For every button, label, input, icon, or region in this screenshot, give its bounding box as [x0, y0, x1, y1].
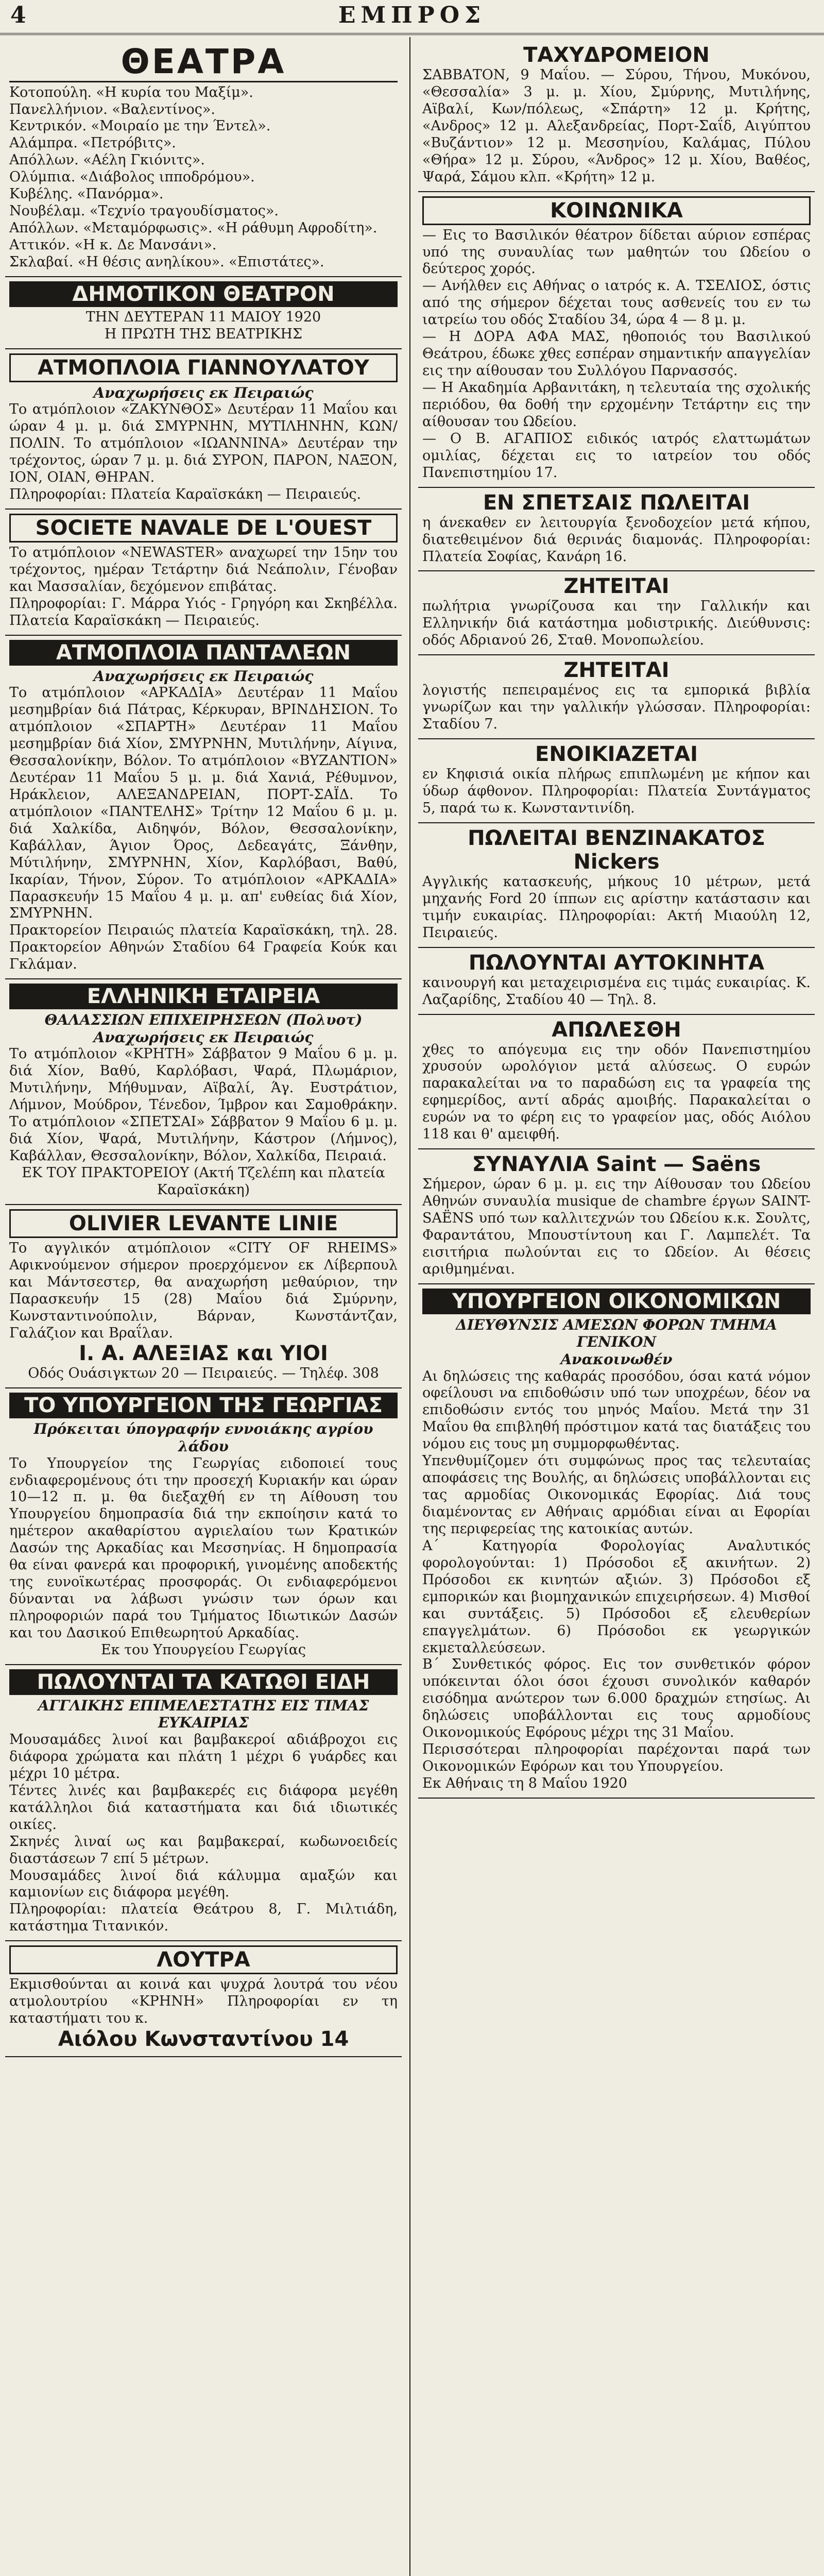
municipal-theatre-ad [5, 277, 402, 349]
theatre-line: Πανελλήνιον. «Βαλεντίνος». [9, 101, 215, 117]
theatre-line: Κεντρικόν. «Μοιραίο με την Έντελ». [9, 118, 271, 134]
theatre-line: Κυβέλης. «Πανόρμα». [9, 186, 164, 202]
theatre-line: Ολύμπια. «Διάβολος ιπποδρόμου». [9, 169, 255, 185]
classified-heading: ΑΠΩΛΕΣΘΗ [552, 1018, 681, 1042]
theatre-line: Αλάμπρα. «Πετρόβιτς». [9, 135, 176, 151]
classified-heading: ΣΥΝΑΥΛΙΑ Saint — Saëns [472, 1153, 761, 1177]
post-office-section [418, 40, 815, 192]
theatre-line: Απόλλων. «Μεταμόρφωσις». «Η ράθυμη Αφροδίτη». [9, 220, 377, 236]
theatre-line: Σκλαβαί. «Η θέσις ανηλίκου». «Επιστάτες». [9, 253, 324, 270]
olivier-agent: Ι. Α. ΑΛΕΞΙΑΣ και ΥΙΟΙ [79, 1342, 328, 1366]
classified-heading: ΖΗΤΕΙΤΑΙ [563, 574, 670, 599]
finance-ministry-paragraph: Β΄ Συνθετικός φόρος. Εις τον συνθετικόν φόρον υπόκεινται όλοι όσοι έχουσι συνολικόν καθαρόν εισόδημα ανώτερον των 6.000 δραχμών ετησίως. Αι δηλώσεις υποβάλλονται εις τους αρμοδίους Οικονομικούς Εφόρους μέχρι της 31 Μαΐου. [422, 1656, 811, 1741]
classified-heading: ΠΩΛΕΙΤΑΙ ΒΕΝΖΙΝΑΚΑΤΟΣ Nickers [468, 826, 765, 874]
pantaleon-contact: Πρακτορείον Πειραιώς πλατεία Καραϊσκάκη, τηλ. 28. Πρακτορείον Αθηνών Σταδίου 64 Γραφεία Κούκ και Γκλάμαν. [9, 922, 398, 973]
pantaleon-subtitle: Αναχωρήσεις εκ Πειραιώς [93, 667, 314, 685]
for-sale-contact: Πληροφορίαι: πλατεία Θεάτρου 8, Γ. Μιλτιάδη, κατάστημα Τιτανικόν. [9, 1901, 398, 1935]
left-column [5, 40, 402, 2057]
theatres-title: ΘΕΑΤΡΑ [9, 43, 398, 82]
classified-body: εν Κηφισιά οικία πλήρως επιπλωμένη με κήπον και ύδωρ άφθονον. Πληροφορίαι: Πλατεία Συντάγματος 5, παρά τω κ. Κωνσταντινίδη. [422, 766, 811, 816]
giannoulatos-title: ΑΤΜΟΠΛΟΙΑ ΓΙΑΝΝΟΥΛΑΤΟΥ [9, 353, 398, 382]
agriculture-ministry-body: Το Υπουργείον της Γεωργίας ειδοποιεί τους ενδιαφερομένους ότι την προσεχή Κυριακήν και ώραν 10—12 π. μ. θα διεξαχθή εν τη Αίθουση του Υπουργείου δημοπρασία διά την εκποίησιν κατά το ημέτερον ακαθαρίστου αγριελαίου των Κρατικών Δασών της Αρκαδίας και Μεσσηνίας. Η δημοπρασία θα είναι φανερά και προφορική, γινομένης αποδεκτής της ευνοϊκωτέρας προσφοράς. Οι ενδιαφερόμενοι δύνανται να λάβωσι γνώσιν των όρων και πληροφοριών παρά του Τμήματος Ιδιωτικών Δασών και του Δασικού Επιθεωρητού Αρκαδίας. [9, 1455, 398, 1641]
for-sale-item: Μουσαμάδες λινοί και βαμβακεροί αδιάβροχοι εις διάφορα χρώματα και πλάτη 1 μέχρι 6 γυάρδες και μέχρι 10 μέτρα. [9, 1732, 398, 1782]
olivier-address: Οδός Ουάσιγκτων 20 — Πειραιεύς. — Τηλέφ. 308 [28, 1365, 379, 1382]
for-sale-title: ΠΩΛΟΥΝΤΑΙ ΤΑ ΚΑΤΩΘΙ ΕΙΔΗ [9, 1669, 398, 1695]
finance-ministry-paragraph: Υπενθυμίζομεν ότι συμφώνως προς τας τελευταίας αποφάσεις της Βουλής, αι δηλώσεις υποβάλλονται εις τας αρμοδίας Οικονομικάς Εφορίας. Διά τους διαμένοντας εν Αθήναις αρμόδιαι είναι αι Εφορίαι της περιφερείας της κατοικίας αυτών. [422, 1453, 811, 1537]
societe-navale-contact: Πληροφορίαι: Γ. Μάρρα Υιός - Γρηγόρη και Σκηβέλλα. Πλατεία Καραϊσκάκη — Πειραιεύς. [9, 595, 398, 629]
giannoulatos-shipping-ad [5, 349, 402, 510]
finance-ministry-paragraph: Α΄ Κατηγορία Φορολογίας Αναλυτικός φορολογούνται: 1) Πρόσοδοι εξ ακινήτων. 2) Πρόσοδοι εκ κινητών αξιών. 3) Πρόσοδοι εξ εμπορικών και βιομηχανικών επιχειρήσεων. 4) Μισθοί και συντάξεις. 5) Πρόσοδοι εξ ελευθερίων επαγγελμάτων. 6) Πρόσοδοι εκ γεωργικών εκμεταλλεύσεων. [422, 1537, 811, 1656]
right-column [418, 40, 815, 1799]
municipal-theatre-event: Η ΠΡΩΤΗ ΤΗΣ ΒΕΑΤΡΙΚΗΣ [104, 326, 303, 342]
classified-ad [418, 948, 815, 1015]
classified-ad [418, 1015, 815, 1150]
for-sale-item: Τέντες λινές και βαμβακερές εις διάφορα μεγέθη κατάλληλοι διά καταστήματα και διά ιδιωτικές οικίες. [9, 1782, 398, 1833]
theatre-line: Απόλλων. «Αέλη Γκιόνιτς». [9, 152, 205, 168]
social-title: ΚΟΙΝΩΝΙΚΑ [422, 196, 811, 225]
classified-ad [418, 571, 815, 655]
social-paragraph: — Εις το Βασιλικόν θέατρον δίδεται αύριον εσπέρας υπό της συναυλίας των μαθητών του Ωδείου ο δεύτερος χορός. [422, 227, 811, 277]
baths-ad [5, 1941, 402, 2057]
olivier-title: OLIVIER LEVANTE LINIE [9, 1209, 398, 1238]
finance-ministry-title: ΥΠΟΥΡΓΕΙΟΝ ΟΙΚΟΝΟΜΙΚΩΝ [422, 1289, 811, 1314]
agriculture-ministry-ad [5, 1388, 402, 1665]
social-paragraph: — Ανήλθεν εις Αθήνας ο ιατρός κ. Α. ΤΣΕΛΙΟΣ, όστις από της σήμερον δέχεται τους ασθενείς του εν τω ιατρείω του οδός Σταδίου 34, ώρα 4 — 8 μ. μ. [422, 278, 811, 328]
classified-ad [418, 1149, 815, 1284]
hellenic-company-title: ΕΛΛΗΝΙΚΗ ΕΤΑΙΡΕΙΑ [9, 984, 398, 1009]
finance-ministry-paragraph: Αι δηλώσεις της καθαράς προσόδου, όσαι κατά νόμον οφείλουσι να επιδοθώσιν υπό των υποχρέων, δέον να επιδοθώσιν εντός του μηνός Μαΐου. Μετά την 31 Μαΐου θα επιβληθή πρόστιμον κατά τας διατάξεις του νόμου εις τους μη συμμορφωθέντας. [422, 1368, 811, 1452]
finance-ministry-subtitle2: Ανακοινωθέν [560, 1350, 673, 1368]
hellenic-company-ad [5, 979, 402, 1205]
social-section [418, 192, 815, 488]
giannoulatos-subtitle: Αναχωρήσεις εκ Πειραιώς [93, 384, 314, 401]
finance-ministry-paragraph: Περισσότεραι πληροφορίαι παρέχονται παρά των Οικονομικών Εφόρων και του Υπουργείου. [422, 1741, 811, 1775]
post-office-body: ΣΑΒΒΑΤΟΝ, 9 Μαΐου. — Σύρου, Τήνου, Μυκόνου, «Θεσσαλία» 3 μ. μ. Χίου, Σμύρνης, Μυτιλήνης, Αϊβαλί, Κων/πόλεως, «Σπάρτη» 12 μ. Κρήτης, «Ανδρος» 12 μ. Αλεξανδρείας, Πορτ-Σαΐδ, Αιγύπτου «Βυζάντιον» 12 μ. Μεσσηνίου, Καλάμας, Πύλου «Θήρα» 12 μ. Σύρου, «Άνδρος» 12 μ. Χίου, Βαθέος, Ψαρά, Σάμου κλπ. «Κρήτη» 12 μ. [422, 67, 811, 185]
classified-ad [418, 655, 815, 739]
classified-ad [418, 823, 815, 948]
giannoulatos-body: Το ατμόπλοιον «ΖΑΚΥΝΘΟΣ» Δευτέραν 11 Μαΐου και ώραν 4 μ. μ. διά ΣΜΥΡΝΗΝ, ΜΥΤΙΛΗΝΗΝ, ΚΩΝ/ΠΟΛΙΝ. Το ατμόπλοιον «ΙΩΑΝΝΙΝΑ» Δευτέραν την τρέχοντος, ώραν 7 μ. μ. διά ΣΥΡΟΝ, ΠΑΡΟΝ, ΝΑΞΟΝ, ΙΟΝ, ΟΙΑΝ, ΘΗΡΑΝ. [9, 401, 398, 486]
pantaleon-title: ΑΤΜΟΠΛΟΙΑ ΠΑΝΤΑΛΕΩΝ [9, 640, 398, 666]
for-sale-ad [5, 1665, 402, 1941]
baths-body: Εκμισθούνται αι κοινά και ψυχρά λουτρά του νέου ατμολουτρίου «ΚΡΗΝΗ» Πληροφορίαι εν τη καταστήματι του κ. [9, 1976, 398, 2027]
hellenic-company-body: Το ατμόπλοιον «ΚΡΗΤΗ» Σάββατον 9 Μαΐου 6 μ. μ. διά Χίον, Βαθύ, Καρλόβασι, Ψαρά, Πλωμάριον, Μυτιλήνην, Μήθυμναν, Αϊβαλί, Άγ. Ευστράτιον, Λήμνον, Μούδρον, Τένεδον, Ίμβρον και Σαμοθράκην. Το ατμόπλοιον «ΣΠΕΤΣΑΙ» Σάββατον 9 Μαΐου 6 μ. μ. διά Χίον, Ψαρά, Μυτιλήνην, Κάστρον (Λήμνος), Καβάλλαν, Θεσσαλονίκην, Βόλον, Χαλκίδα, Πειραιά. [9, 1046, 398, 1164]
classified-body: η άνεκαθεν εν λειτουργία ξενοδοχείον μετά κήπου, διατεθειμένον διά θερινάς διαμονάς. Πληροφορίαι: Πλατεία Σοφίας, Κανάρη 16. [422, 514, 811, 565]
finance-ministry-notice [418, 1284, 815, 1799]
classified-heading: ΕΝΟΙΚΙΑΖΕΤΑΙ [535, 742, 698, 767]
hellenic-company-contact: ΕΚ ΤΟΥ ΠΡΑΚΤΟΡΕΙΟΥ (Ακτή Τζελέπη και πλατεία Καραϊσκάκη) [22, 1164, 385, 1198]
masthead-rule [0, 33, 824, 35]
social-paragraph: — Η ΔΟΡΑ ΑΦΑ ΜΑΣ, ηθοποιός του Βασιλικού Θεάτρου, έδωκε χθες εσπέραν σημαντικήν απαγγελίαν εις την αίθουσαν του Συλλόγου Παρνασσός. [422, 329, 811, 379]
post-office-title: ΤΑΧΥΔΡΟΜΕΙΟΝ [523, 43, 710, 67]
hellenic-company-subtitle: ΘΑΛΑΣΣΙΩΝ ΕΠΙΧΕΙΡΗΣΕΩΝ (Πολυοτ) [44, 1011, 363, 1029]
social-paragraph: — Η Ακαδημία Αρβανιτάκη, η τελευταία της σχολικής περιόδου, θα δοθή την ερχομένην Τετάρτην εις την αίθουσαν του Ωδείου. [422, 380, 811, 430]
pantaleon-shipping-ad [5, 636, 402, 980]
societe-navale-ad [5, 510, 402, 636]
for-sale-subtitle: ΑΓΓΛΙΚΗΣ ΕΠΙΜΕΛΕΣΤΑΤΗΣ ΕΙΣ ΤΙΜΑΣ ΕΥΚΑΙΡΙΑΣ [38, 1697, 369, 1732]
page-number: 4 [10, 2, 26, 28]
classified-heading: ΕΝ ΣΠΕΤΣΑΙΣ ΠΩΛΕΙΤΑΙ [483, 490, 750, 515]
societe-navale-title: SOCIETE NAVALE DE L'OUEST [9, 514, 398, 543]
agriculture-ministry-subtitle: Πρόκειται ύπογραφήν εννοιάκης αγρίου λάδου [33, 1420, 373, 1455]
olivier-body: Το αγγλικόν ατμόπλοιον «CITY OF RHEIMS» Αφικνούμενον σήμερον προερχόμενον εκ Λίβερπουλ και Μάντσεστερ, θα αναχωρήση μεθαύριον, την Παρασκευήν 15 (28) Μαΐου διά Σμύρνην, Κωνσταντινούπολιν, Βάρναν, Κωνστάντζαν, Γαλάζιον και Βραΐλαν. [9, 1240, 398, 1341]
masthead [0, 0, 824, 36]
giannoulatos-contact: Πληροφορίαι: Πλατεία Καραϊσκάκη — Πειραιεύς. [9, 486, 362, 503]
classified-body: λογιστής πεπειραμένος εις τα εμπορικά βιβλία γνωρίζων και την γαλλικήν γλώσσαν. Πληροφορίαι: Σταδίου 7. [422, 682, 811, 733]
classified-body: Σήμερον, ώραν 6 μ. μ. εις την Αίθουσαν του Ωδείου Αθηνών συναυλία musique de chambre έργων SAINT-SAËNS υπό των καλλιτεχνών του Ωδείου κ.κ. Σουλτς, Φαραντάτου, Μπουστίντουη και Γ. Λαμπελέτ. Τα εισιτήρια πωλούνται εις το Ωδείον. Αι θέσεις αριθμημέναι. [422, 1176, 811, 1277]
agriculture-ministry-footer: Εκ του Υπουργείου Γεωργίας [100, 1641, 306, 1658]
classified-body: Αγγλικής κατασκευής, μήκους 10 μέτρων, μετά μηχανής Ford 20 ίππων εις αρίστην κατάστασιν και τιμήν ευκαιρίας. Πληροφορίαι: Ακτή Μιαούλη 12, Πειραιεύς. [422, 873, 811, 941]
classified-ad [418, 739, 815, 823]
municipal-theatre-date: ΤΗΝ ΔΕΥΤΕΡΑΝ 11 ΜΑΙΟΥ 1920 [85, 309, 321, 325]
finance-ministry-subtitle: ΔΙΕΥΘΥΝΣΙΣ ΑΜΕΣΩΝ ΦΟΡΩΝ ΤΜΗΜΑ ΓΕΝΙΚΟΝ [456, 1316, 777, 1351]
theatre-list [9, 84, 398, 271]
baths-title: ΛΟΥΤΡΑ [9, 1945, 398, 1974]
societe-navale-body: Το ατμόπλοιον «NEWASTER» αναχωρεί την 15ην του τρέχοντος, ημέραν Τετάρτην διά Νεάπολιν, Γένοβαν και Μασσαλίαν, δεχόμενον επιβάτας. [9, 545, 398, 595]
classified-heading: ΠΩΛΟΥΝΤΑΙ ΑΥΤΟΚΙΝΗΤΑ [468, 951, 765, 975]
theatre-line: Νουβέλαμ. «Τεχνίο τραγουδίσματος». [9, 203, 279, 219]
column-divider [409, 37, 410, 2576]
classified-body: χθες το απόγευμα εις την οδόν Πανεπιστημίου χρυσούν ωρολόγιον μετά αλύσεως. Ο ευρών παρακαλείται να το παραδώση εις τα γραφεία της εφημερίδος, αντί αδράς αμοιβής. Παρακαλείται ο ευρών να το φέρη εις το γραφείον μας, οδός Αιόλου 118 και θ' αμειφθή. [422, 1041, 811, 1143]
for-sale-item: Μουσαμάδες λινοί διά κάλυμμα αμαξών και καμιονίων εις διάφορα μεγέθη. [9, 1867, 398, 1901]
theatres-section [5, 40, 402, 277]
finance-ministry-footer: Εκ Αθήναις τη 8 Μαΐου 1920 [422, 1775, 627, 1792]
agriculture-ministry-title: ΤΟ ΥΠΟΥΡΓΕΙΟΝ ΤΗΣ ΓΕΩΡΓΙΑΣ [9, 1393, 398, 1418]
theatre-line: Αττικόν. «Η κ. Δε Μανσάνι». [9, 237, 217, 253]
pantaleon-body: Το ατμόπλοιον «ΑΡΚΑΔΙΑ» Δευτέραν 11 Μαΐου μεσημβρίαν διά Πάτρας, Κέρκυραν, ΒΡΙΝΔΗΣΙΟΝ. Το ατμόπλοιον «ΣΠΑΡΤΗ» Δευτέραν 11 Μαΐου μεσημβρίαν διά Χίον, ΣΜΥΡΝΗΝ, Μυτιλήνην, Αίγινα, Θεσσαλονίκην, Βόλον. Το ατμόπλοιον «ΒΥΖΑΝΤΙΟΝ» Δευτέραν 11 Μαΐου 5 μ. μ. διά Χανιά, Ρέθυμνον, Ηράκλειον, ΑΛΕΞΑΝΔΡΕΙΑΝ, ΠΟΡΤ-ΣΑΪΔ. Το ατμόπλοιον «ΠΑΝΤΕΛΗΣ» Τρίτην 12 Μαΐου 6 μ. μ. διά Χαλκίδα, Αιδηψόν, Βόλον, Θεσσαλονίκην, Καβάλλαν, Άγιον Όρος, Δεδεαγάτς, Ξάνθην, Μύτιλήνην, ΣΜΥΡΝΗΝ, Χίον, Καρλόβασι, Βαθύ, Ικαρίαν, Τήνον, Σύρον. Το ατμόπλοιον «ΑΡΚΑΔΙΑ» Παρασκευήν 15 Μαΐου 4 μ. μ. απ' ευθείας διά Χίον, ΣΜΥΡΝΗΝ. [9, 685, 398, 922]
municipal-theatre-title: ΔΗΜΟΤΙΚΟΝ ΘΕΑΤΡΟΝ [9, 281, 398, 307]
olivier-ad [5, 1205, 402, 1389]
baths-address: Αιόλου Κωνσταντίνου 14 [58, 2027, 349, 2052]
classified-ad [418, 488, 815, 572]
theatre-line: Κοτοπούλη. «Η κυρία του Μαξίμ». [9, 84, 253, 100]
classified-body: καινουργή και μεταχειρισμένα εις τιμάς ευκαιρίας. Κ. Λαζαρίδης, Σταδίου 40 — Τηλ. 8. [422, 974, 811, 1008]
for-sale-item: Σκηνές λιναί ως και βαμβακεραί, κωδωνοειδείς διαστάσεων 7 επί 5 μέτρων. [9, 1833, 398, 1867]
newspaper-title: ΕΜΠΡΟΣ [338, 2, 486, 28]
classified-heading: ΖΗΤΕΙΤΑΙ [563, 658, 670, 683]
classified-body: πωλήτρια γνωρίζουσα και την Γαλλικήν και Ελληνικήν διά κατάστημα μοδιστρικής. Διεύθυνσις: οδός Αδριανού 26, Σταθ. Μονοπωλείου. [422, 598, 811, 649]
hellenic-company-subtitle2: Αναχωρήσεις εκ Πειραιώς [93, 1028, 314, 1046]
social-paragraph: — Ο Β. ΑΓΑΠΙΟΣ ειδικός ιατρός ελαττωμάτων ομιλίας, δέχεται εις το ιατρείον του οδός Πανεπιστημίου 17. [422, 430, 811, 481]
